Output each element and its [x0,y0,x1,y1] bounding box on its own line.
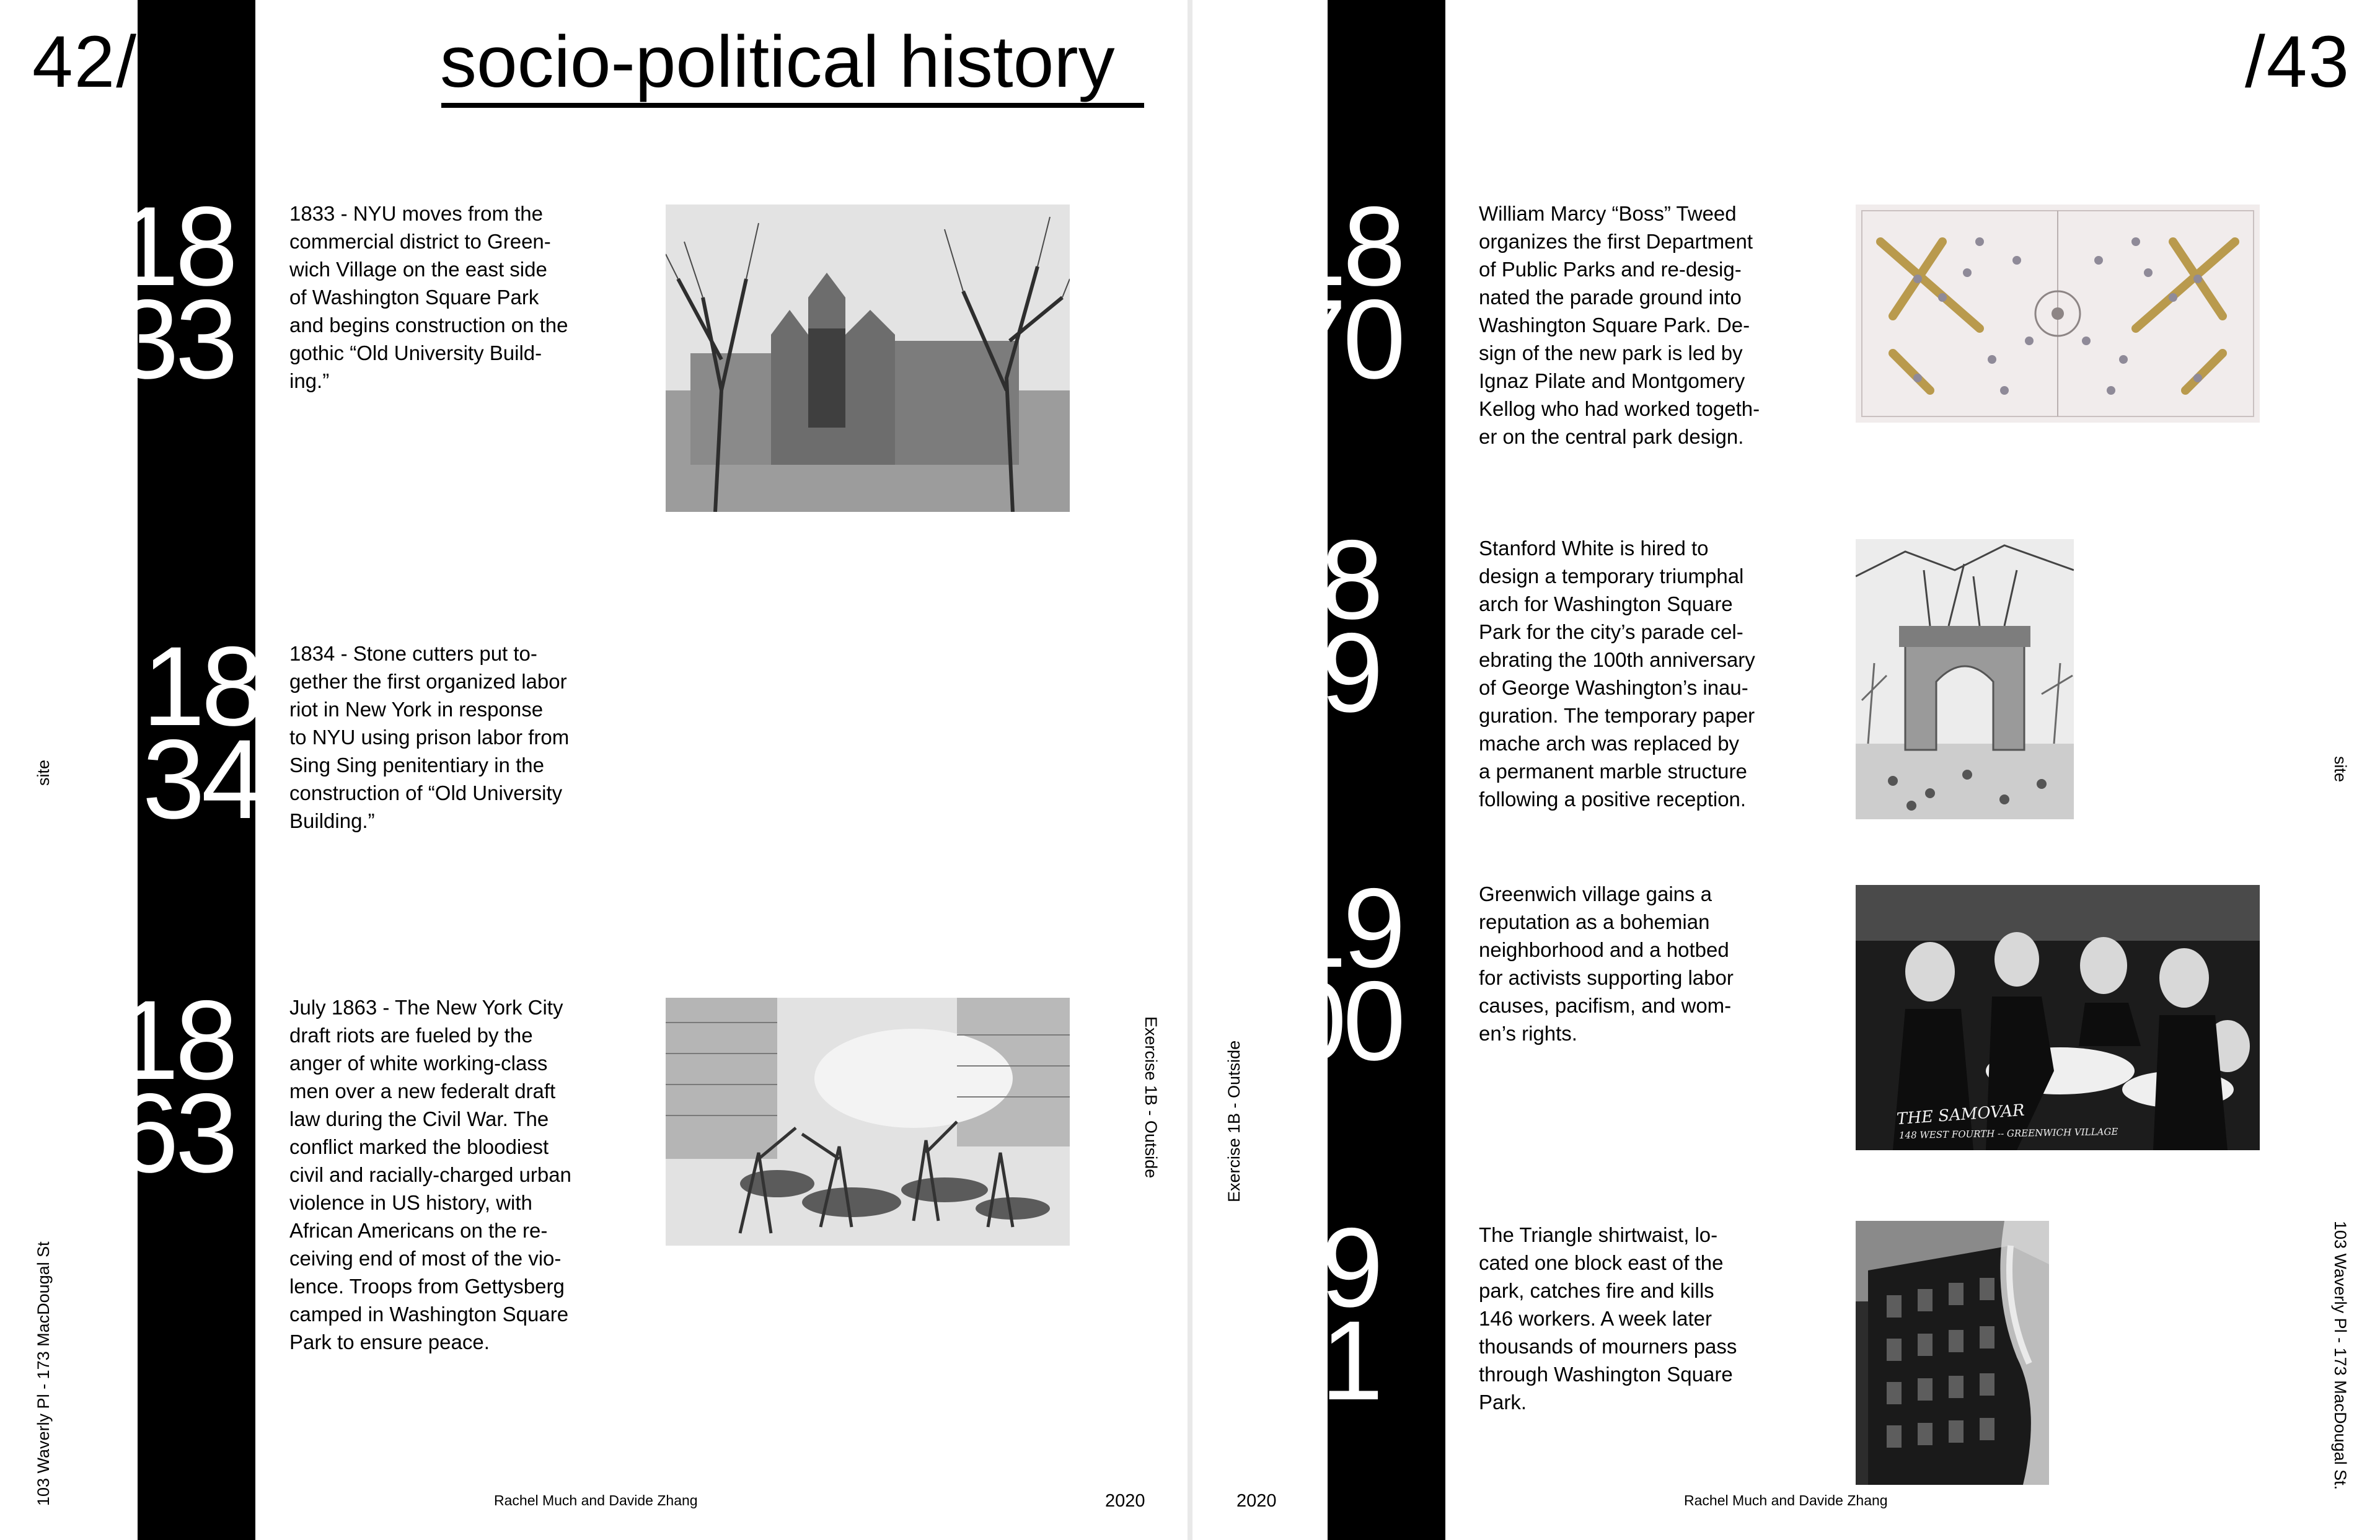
old-university-building-photo [666,205,1070,512]
entry-text-1911: The Triangle shirtwaist, lo- cated one block east of the park, catches fire and kills 146 workers. A week later thousands of mourners pass through Washington Square Park. [1479,1223,1737,1414]
park-plan-drawing [1856,205,2260,423]
year-1889: 18 89 [1261,516,1380,736]
year-1863: 18 63 [116,977,234,1196]
exercise-label: Exercise 1B - Outside [1142,1016,1160,1179]
right-page [1192,0,2380,1540]
page-number: /43 [2244,21,2350,103]
side-label-site: site [34,759,53,786]
address-label: 103 Waverly Pl - 173 MacDougal St [34,1241,53,1506]
photo-caption-samovar: THE SAMOVAR [1896,1101,2025,1129]
title-underline [441,103,1144,108]
entry-text-1870: William Marcy “Boss” Tweed organizes the first Department of Public Parks and re-desig- nated the parade ground into Washington Square Park. De- sign of the new park is led by Ignaz Pilate and Montgomery Kellog who had worked togeth- er on the central park design. [1479,202,1760,448]
temporary-arch-engraving [1856,539,2074,819]
footer-year: 2020 [1105,1491,1145,1511]
entry-text-1833: 1833 - NYU moves from the commercial district to Green- wich Village on the east side of Washington Square Park and begins construction on the gothic “Old University Build- ing.” [289,202,568,392]
entry-text-1863: July 1863 - The New York City draft riots are fueled by the anger of white working-class men over a new federalt draft law during the Civil War. The conflict marked the bloodiest civil and racially-charged urban violence in US history, with African Americans on the re- ceiving end of most of the vio- lence. Troops from Gettysberg camped in Washington Square Park to ensure peace. [289,996,571,1353]
triangle-fire-photo [1856,1221,2049,1485]
draft-riots-engraving [666,998,1070,1246]
year-1833: 18 33 [116,183,234,402]
samovar-cafe-photo [1856,885,2260,1150]
photo-caption-address: 148 WEST FOURTH -- GREENWICH VILLAGE [1898,1125,2118,1142]
footer-year: 2020 [1236,1491,1277,1511]
left-page [0,0,1188,1540]
year-1900: 19 00 [1284,865,1402,1084]
page-number: 42/ [32,21,138,103]
entry-text-1834: 1834 - Stone cutters put to- gether the first organized labor riot in New York in response to NYU using prison labor from Sing Sing penitentiary in the construction of “Old University Building.” [289,642,570,832]
year-1911: 19 11 [1261,1204,1380,1423]
year-1870: 18 70 [1284,183,1402,402]
footer-authors: Rachel Much and Davide Zhang [1684,1492,1888,1508]
page-gutter [1188,0,1192,1540]
entry-text-1900: Greenwich village gains a reputation as a bohemian neighborhood and a hotbed for activists supporting labor causes, pacifism, and wom- en’s rights. [1479,882,1734,1045]
entry-text-1889: Stanford White is hired to design a temporary triumphal arch for Washington Square Park for the city’s parade cel- ebrating the 100th anniversary of George Washington’s inau- guration. The temporary paper mache arch was replaced by a permanent marble structure following a positive reception. [1479,537,1755,811]
page-title: socio-political history [440,21,1115,103]
exercise-label: Exercise 1B - Outside [1225,1040,1243,1202]
footer-authors: Rachel Much and Davide Zhang [494,1492,698,1508]
side-label-site: site [2331,756,2350,783]
address-label: 103 Waverly Pl - 173 MacDougal St. [2331,1221,2350,1490]
year-1834: 18 34 [142,623,260,842]
